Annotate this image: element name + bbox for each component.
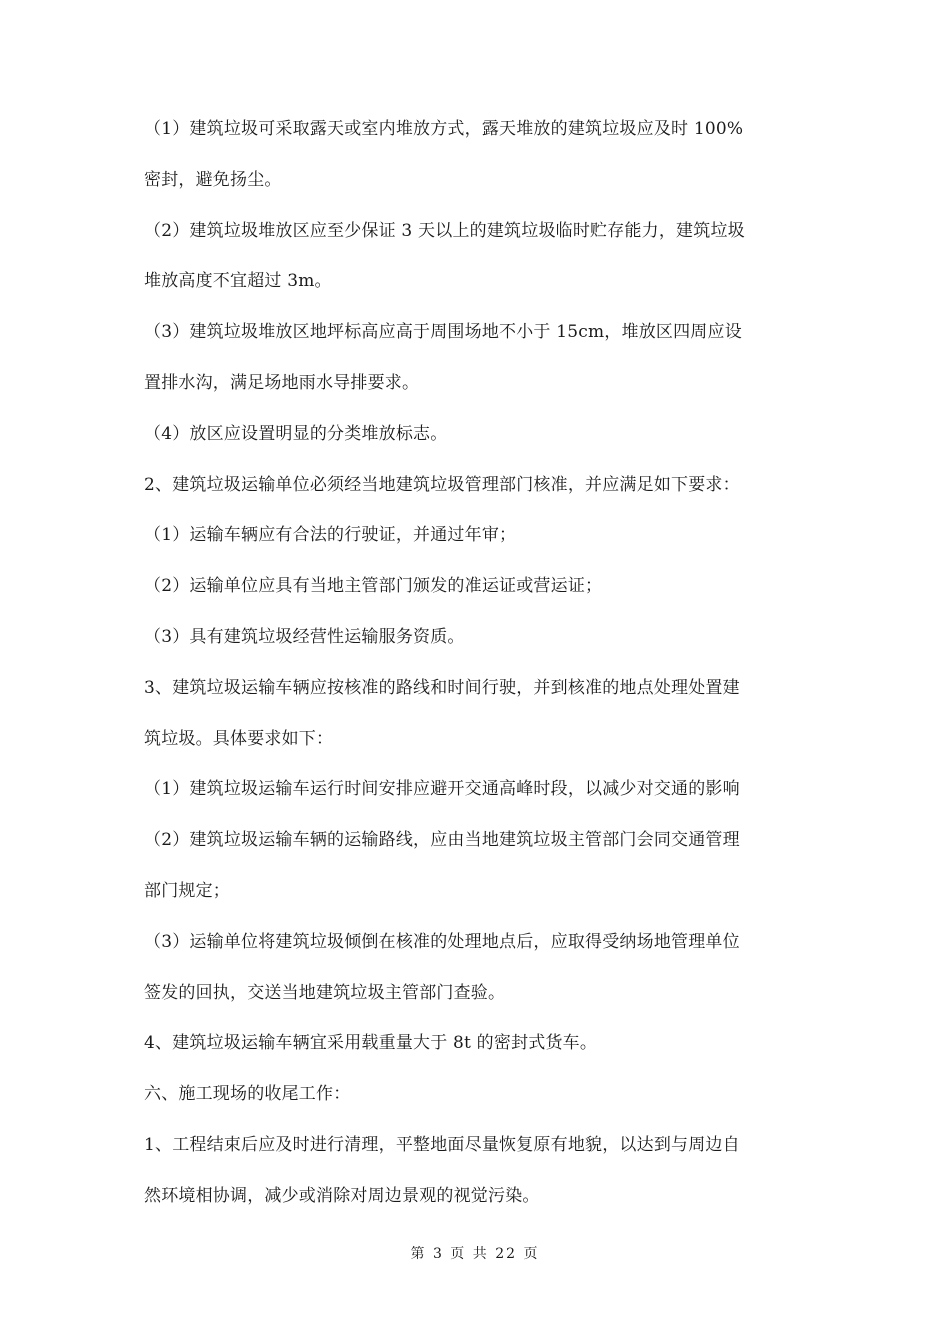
- text-line: （1）建筑垃圾可采取露天或室内堆放方式，露天堆放的建筑垃圾应及时 100%: [144, 119, 744, 139]
- text-line: （3）运输单位将建筑垃圾倾倒在核准的处理地点后，应取得受纳场地管理单位: [144, 931, 740, 952]
- text-line: 3、建筑垃圾运输车辆应按核准的路线和时间行驶，并到核准的地点处理处置建: [144, 677, 740, 698]
- text-line: （3）建筑垃圾堆放区地坪标高应高于周围场地不小于 15cm，堆放区四周应设: [144, 322, 742, 343]
- text-line: （2）建筑垃圾堆放区应至少保证 3 天以上的建筑垃圾临时贮存能力，建筑垃圾: [144, 220, 745, 241]
- text-line: （1）运输车辆应有合法的行驶证，并通过年审；: [144, 525, 517, 546]
- text-line: 密封，避免扬尘。: [144, 169, 282, 190]
- text-line: 置排水沟，满足场地雨水导排要求。: [144, 372, 420, 393]
- text-line: （2）建筑垃圾运输车辆的运输路线，应由当地建筑垃圾主管部门会同交通管理: [144, 830, 740, 851]
- text-line: （2）运输单位应具有当地主管部门颁发的准运证或营运证；: [144, 576, 603, 597]
- text-line: （1）建筑垃圾运输车运行时间安排应避开交通高峰时段，以减少对交通的影响: [144, 779, 740, 800]
- text-line: 堆放高度不宜超过 3m。: [144, 271, 332, 292]
- text-line: 1、工程结束后应及时进行清理，平整地面尽量恢复原有地貌，以达到与周边自: [144, 1134, 740, 1155]
- text-line: 部门规定；: [144, 880, 230, 901]
- text-line: 签发的回执，交送当地建筑垃圾主管部门查验。: [144, 982, 506, 1003]
- text-line: 六、施工现场的收尾工作：: [144, 1084, 351, 1105]
- text-line: （4）放区应设置明显的分类堆放标志。: [144, 423, 448, 444]
- text-line: 然环境相协调，减少或消除对周边景观的视觉污染。: [144, 1185, 540, 1206]
- text-line: 4、建筑垃圾运输车辆宜采用载重量大于 8t 的密封式货车。: [144, 1033, 598, 1054]
- page-number-footer: 第 3 页 共 22 页: [410, 1246, 540, 1262]
- text-line: 2、建筑垃圾运输单位必须经当地建筑垃圾管理部门核准，并应满足如下要求：: [144, 474, 740, 495]
- text-line: 筑垃圾。具体要求如下：: [144, 728, 334, 749]
- body-text: [144, 104, 814, 1222]
- text-line: （3）具有建筑垃圾经营性运输服务资质。: [144, 626, 465, 647]
